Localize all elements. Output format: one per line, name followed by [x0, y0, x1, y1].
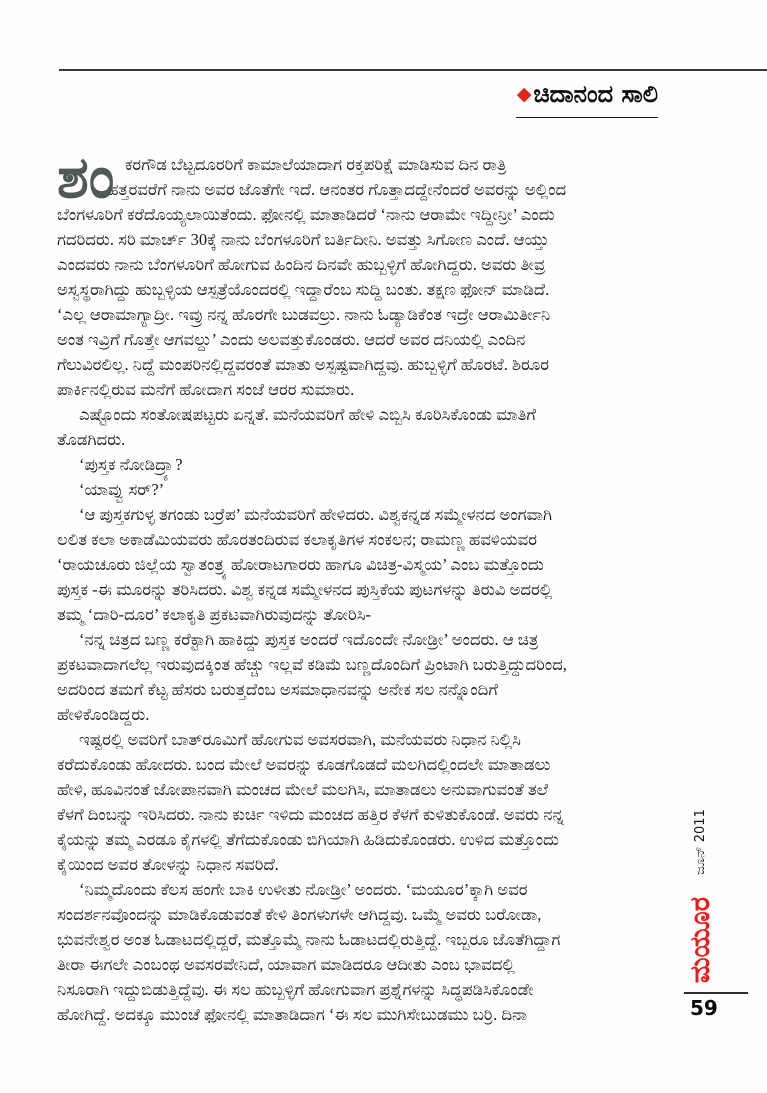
- paragraph: [57, 627, 715, 727]
- text-line: ಕೈಯನ್ನು ತಮ್ಮ ಎರಡೂ ಕೈಗಳಲ್ಲಿ ತೆಗೆದುಕೊಂಡು ಬಿಗಿಯಾಗಿ ಹಿಡಿದುಕೊಂಡರು. ಉಳಿದ ಮತ್ತೊಂದು: [57, 830, 559, 849]
- text-line: ಗೆಲುವಿರಲಿಲ್ಲ. ನಿದ್ದೆ ಮಂಪರಿನಲ್ಲಿದ್ದವರಂತೆ ಮಾತು ಅಸ್ಪಷ್ಟವಾಗಿದ್ದವು. ಹುಬ್ಬಳ್ಳಿಗೆ ಹೊರಟೆ. ಶಿರೂರ: [57, 355, 549, 374]
- text-line: ‘ರಾಯಚೂರು ಜಿಲ್ಲೆಯ ಸ್ವಾತಂತ್ರ್ಯ ಹೋರಾಟಗಾರರು ಹಾಗೂ ವಿಚಿತ್ರ-ವಿಸ್ಮಯ’ ಎಂಬ ಮತ್ತೊಂದು: [57, 555, 544, 574]
- text-line: ಹೋಗಿದ್ದೆ. ಅದಕ್ಕೂ ಮುಂಚೆ ಫೋನಲ್ಲಿ ಮಾತಾಡಿದಾಗ ‘ಈ ಸಲ ಮುಗಿಸೇಬುಡಮು ಬರ್ರಿ. ದಿನಾ: [57, 1005, 528, 1024]
- text-line: ಪುಸ್ತಕ -ಈ ಮೂರನ್ನು ತರಿಸಿದರು. ವಿಶ್ವ ಕನ್ನಡ ಸಮ್ಮೇಳನದ ಪುಸ್ತಿಕೆಯ ಪುಟಗಳನ್ನು ತಿರುವಿ ಅದರಲ್ಲಿ: [57, 580, 553, 599]
- page-number: 59: [690, 996, 718, 1020]
- text-line: ಬೆಂಗಳೂರಿಗೆ ಕರೆದೊಯ್ಯಲಾಯಿತೆಂದು. ಫೋನಲ್ಲಿ ಮಾತಾಡಿದರೆ ‘ನಾನು ಆರಾಮೇ ಇದ್ದೀನ್ರೀ’ ಎಂದು: [57, 205, 555, 224]
- article-body: [57, 143, 715, 1027]
- text-line: ಹೇಳಿಕೊಂಡಿದ್ದರು.: [57, 705, 150, 724]
- text-line: ಕರೆದುಕೊಂಡು ಹೋದರು. ಬಂದ ಮೇಲೆ ಅವರನ್ನು ಕೂಡಗೊಡದೆ ಮಲಗಿದಲ್ಲಿಂದಲೇ ಮಾತಾಡಲು: [57, 755, 551, 774]
- text-line: ಕೈಯಿಂದ ಅವರ ತೋಳನ್ನು ನಿಧಾನ ಸವರಿದೆ.: [57, 855, 279, 874]
- text-line: ಕೆಳಗೆ ದಿಂಬನ್ನು ಇರಿಸಿದರು. ನಾನು ಕುರ್ಚಿ ಇಳಿದು ಮಂಚದ ಹತ್ತಿರ ಕೆಳಗೆ ಕುಳಿತುಕೊಂಡೆ. ಅವರು ನನ್ನ: [57, 805, 564, 824]
- paragraph: [57, 727, 715, 877]
- text-line: ಹತ್ತರವರೆಗೆ ನಾನು ಅವರ ಜೊತೆಗೇ ಇದೆ. ಆನಂತರ ಗೊತ್ತಾದದ್ದೇನೆಂದರೆ ಅವರನ್ನು ಅಲ್ಲಿಂದ: [107, 180, 567, 199]
- text-line: ತೊಡಗಿದರು.: [57, 430, 126, 449]
- text-line: ಪ್ರಕಟವಾದಾಗಲೆಲ್ಲ ಇರುವುದಕ್ಕಿಂತ ಹೆಚ್ಚು ಇಲ್ಲವೆ ಕಡಿಮೆ ಬಣ್ಣದೊಂದಿಗೆ ಪ್ರಿಂಟಾಗಿ ಬರುತ್ತಿದ್ದುದರಿಂದ,: [57, 655, 567, 674]
- text-line: ತೀರಾ ಈಗಲೇ ಎಂಬಂಥ ಅವಸರವೇನಿದೆ, ಯಾವಾಗ ಮಾಡಿದರೂ ಆದೀತು ಎಂಬ ಭಾವದಲ್ಲಿ: [57, 955, 515, 974]
- paragraph: [57, 452, 715, 477]
- text-line: ಲಲಿತ ಕಲಾ ಅಕಾಡೆಮಿಯವರು ಹೊರತಂದಿರುವ ಕಲಾಕೃತಿಗಳ ಸಂಕಲನ; ರಾಮಣ್ಣ ಹವಳಿಯವರ: [57, 530, 537, 549]
- paragraph: [57, 152, 715, 402]
- text-line: ಅಸ್ವಸ್ಥರಾಗಿದ್ದು ಹುಬ್ಬಳ್ಳಿಯ ಆಸ್ಪತ್ರೆಯೊಂದರಲ್ಲಿ ಇದ್ದಾರೆಂಬ ಸುದ್ದಿ ಬಂತು. ತಕ್ಷಣ ಫೋನ್ ಮಾಡಿದೆ.: [57, 280, 550, 299]
- author-name: ಚಿದಾನಂದ ಸಾಲಿ: [533, 80, 658, 108]
- text-line: ಭುವನೇಶ್ವರ ಅಂತ ಓಡಾಟದಲ್ಲಿದ್ದರೆ, ಮತ್ತೊಮ್ಮೆ ನಾನು ಓಡಾಟದಲ್ಲಿರುತ್ತಿದ್ದೆ. ಇಬ್ಬರೂ ಜೊತೆಗಿದ್ದಾಗ: [57, 930, 561, 949]
- author-underline: [516, 117, 658, 118]
- text-line: ಎಂದವರು ನಾನು ಬೆಂಗಳೂರಿಗೆ ಹೋಗುವ ಹಿಂದಿನ ದಿನವೇ ಹುಬ್ಬಳ್ಳಿಗೆ ಹೋಗಿದ್ದರು. ಅವರು ತೀವ್ರ: [57, 255, 546, 274]
- paragraph: [57, 402, 715, 452]
- author-byline: [517, 80, 658, 108]
- paragraph: [57, 877, 715, 1027]
- text-line: ‘ಯಾವ್ವು ಸರ್?’: [79, 480, 165, 499]
- magazine-title-vertical: ಮಯೂರ: [685, 896, 716, 984]
- header-rule: [59, 69, 767, 71]
- text-line: ಸಂದರ್ಶನವೊಂದನ್ನು ಮಾಡಿಕೊಡುವಂತೆ ಕೇಳಿ ತಿಂಗಳುಗಳೇ ಆಗಿದ್ದವು. ಒಮ್ಮೆ ಅವರು ಬರೋಡಾ,: [57, 905, 542, 924]
- page-number-rule: [684, 992, 748, 994]
- text-line: ‘ಆ ಪುಸ್ತಕಗುಳ್ಳ ತಗಂಡು ಬರ್ರೆಪ’ ಮನೆಯವರಿಗೆ ಹೇಳಿದರು. ವಿಶ್ವಕನ್ನಡ ಸಮ್ಮೇಳನದ ಅಂಗವಾಗಿ: [79, 505, 553, 524]
- text-line: ‘ಎಲ್ಲ ಆರಾಮಾಗ್ಯಾದ್ರೀ. ಇವ್ರು ನನ್ನ ಹೊರಗೇ ಬುಡವಲ್ರು. ನಾನು ಓಡ್ಯಾಡಿಕೆಂತ ಇದ್ರೇ ಆರಾಮಿರ್ತೀನಿ: [57, 305, 551, 324]
- issue-date-vertical: ಜೂನ್ 2011: [693, 809, 708, 875]
- text-line: ಇಷ್ಟರಲ್ಲಿ ಅವರಿಗೆ ಬಾತ್‌ರೂಮಿಗೆ ಹೋಗುವ ಅವಸರವಾಗಿ, ಮನೆಯವರು ನಿಧಾನ ನಿಲ್ಲಿಸಿ: [79, 730, 521, 749]
- text-line: ನಿಸೂರಾಗಿ ಇದ್ದುಬಿಡುತ್ತಿದ್ದೆವು. ಈ ಸಲ ಹುಬ್ಬಳ್ಳಿಗೆ ಹೋಗುವಾಗ ಪ್ರಶ್ನೆಗಳನ್ನು ಸಿದ್ಧಪಡಿಸಿಕೊಂಡೇ: [57, 980, 534, 999]
- text-line: ‘ನಿಮ್ಮದೊಂದು ಕೆಲಸ ಹಂಗೇ ಬಾಕಿ ಉಳೀತು ನೋಡ್ರೀ’ ಅಂದರು. ‘ಮಯೂರ’ಕ್ಕಾಗಿ ಅವರ: [79, 880, 528, 899]
- text-line: ‘ನನ್ನ ಚಿತ್ರದ ಬಣ್ಣ ಕರೆಕ್ಟಾಗಿ ಹಾಕಿದ್ದು ಪುಸ್ತಕ ಅಂದರೆ ಇದೊಂದೇ ನೋಡ್ರೀ’ ಅಂದರು. ಆ ಚಿತ್ರ: [79, 630, 539, 649]
- text-line: ಅದರಿಂದ ತಮಗೆ ಕೆಟ್ಟ ಹೆಸರು ಬರುತ್ತದೆಂಬ ಅಸಮಾಧಾನವನ್ನು ಅನೇಕ ಸಲ ನನ್ನೊಂದಿಗೆ: [57, 680, 498, 699]
- text-line: ಕರಗೌಡ ಬೆಟ್ಟದೂರರಿಗೆ ಕಾಮಾಲೆಯಾದಾಗ ರಕ್ತಪರಿಕ್ಷೆ ಮಾಡಿಸುವ ದಿನ ರಾತ್ರಿ: [125, 155, 507, 174]
- text-line: ಗದರಿದರು. ಸರಿ ಮಾರ್ಚ್ 30ಕ್ಕೆ ನಾನು ಬೆಂಗಳೂರಿಗೆ ಬರ್ತಿದೀನಿ. ಅವತ್ತು ಸಿಗೋಣ ಎಂದೆ. ಆಯ್ತು: [57, 230, 549, 249]
- text-line: ಹೇಳಿ, ಹೂವಿನಂತೆ ಜೋಪಾನವಾಗಿ ಮಂಚದ ಮೇಲೆ ಮಲಗಿಸಿ, ಮಾತಾಡಲು ಅನುವಾಗುವಂತೆ ತಲೆ: [57, 780, 549, 799]
- diamond-icon: ◆: [516, 83, 532, 105]
- text-line: ‘ಪುಸ್ತಕ ನೋಡಿದ್ರ್ಯಾ?: [79, 455, 183, 474]
- drop-cap: ಶಂ: [57, 143, 115, 211]
- text-line: ಪಾರ್ಕಿನಲ್ಲಿರುವ ಮನೆಗೆ ಹೋದಾಗ ಸಂಜೆ ಆರರ ಸುಮಾರು.: [57, 380, 355, 399]
- paragraph: [57, 477, 715, 502]
- text-line: ತಮ್ಮ ‘ದಾರಿ-ದೂರ’ ಕಲಾಕೃತಿ ಪ್ರಕಟವಾಗಿರುವುದನ್ನು ತೋರಿಸಿ-: [57, 605, 371, 624]
- text-line: ಎಷ್ಟೊಂದು ಸಂತೋಷಪಟ್ಟರು ಏನ್ನತೆ. ಮನೆಯವರಿಗೆ ಹೇಳಿ ಎಬ್ಬಿಸಿ ಕೂರಿಸಿಕೊಂಡು ಮಾತಿಗೆ: [79, 405, 537, 424]
- paragraph: [57, 502, 715, 627]
- text-line: ಅಂತ ಇವ್ರಿಗೆ ಗೊತ್ತೇ ಆಗವಲ್ದು’ ಎಂದು ಅಲವತ್ತುಕೊಂಡರು. ಆದರೆ ಅವರ ದನಿಯಲ್ಲಿ ಎಂದಿನ: [57, 330, 526, 349]
